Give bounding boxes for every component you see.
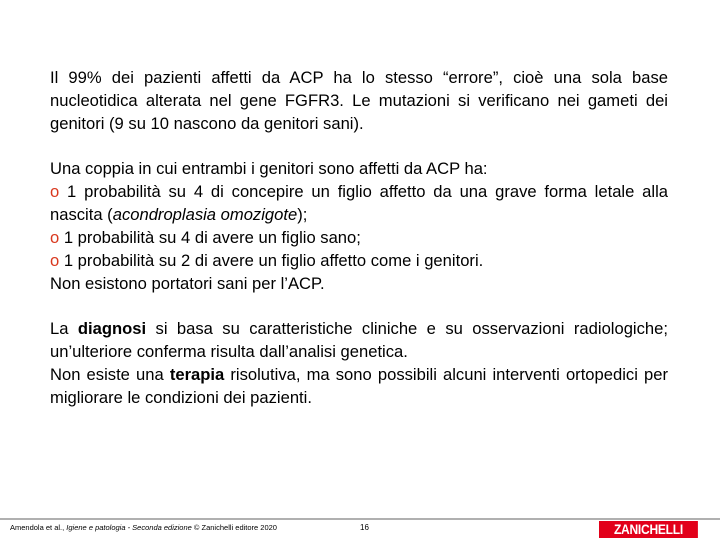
bullet-marker: o: [50, 228, 60, 247]
inheritance-conclusion: Non esistono portatori sani per l’ACP.: [50, 274, 325, 293]
list-item: [50, 226, 668, 249]
list-item-text: 1 probabilità su 4 di concepire un figlio affetto da una grave forma letale alla nascita (: [50, 182, 668, 224]
bold-term: terapia: [169, 365, 225, 384]
page-number: 16: [360, 523, 369, 532]
footer-divider: [0, 518, 720, 520]
footer-citation: [10, 523, 277, 533]
citation-publisher: © Zanichelli editore 2020: [191, 523, 277, 532]
list-item: [50, 249, 668, 272]
citation-authors: Amendola et al.,: [10, 523, 67, 532]
paragraph-inheritance: [50, 157, 668, 295]
text-run: si basa su caratteristiche cliniche e su osservazioni radiologiche; un’ulteriore conferma risulta dall’analisi genetica.: [50, 319, 668, 361]
list-item-text: 1 probabilità su 2 di avere un figlio affetto come i genitori.: [59, 251, 484, 270]
list-item-text: 1 probabilità su 4 di avere un figlio sano;: [59, 228, 361, 247]
paragraph-mutation: Il 99% dei pazienti affetti da ACP ha lo stesso “errore”, cioè una sola base nucleotidica alterata nel gene FGFR3. Le mutazioni si verificano nei gameti dei genitori (9 su 10 nascono da genitori sani).: [50, 68, 668, 133]
list-item: [50, 180, 668, 226]
paragraph-diagnosis: [50, 317, 668, 363]
spacer: [50, 295, 668, 317]
bullet-marker: o: [50, 251, 60, 270]
bold-term: diagnosi: [77, 319, 147, 338]
slide-body: [50, 66, 668, 409]
zanichelli-logo: ZANICHELLI: [599, 521, 698, 538]
text-run: risolutiva, ma sono possibili alcuni interventi ortopedici per migliorare le condizioni dei pazienti.: [50, 365, 668, 407]
paragraph-therapy: [50, 363, 668, 409]
spacer: [50, 135, 668, 157]
text-run: La: [50, 319, 78, 338]
citation-title: Igiene e patologia - Seconda edizione: [66, 523, 192, 532]
text-run: Non esiste una: [50, 365, 170, 384]
bullet-marker: o: [50, 182, 60, 201]
list-item-end: );: [297, 205, 308, 224]
inheritance-intro: Una coppia in cui entrambi i genitori sono affetti da ACP ha:: [50, 159, 488, 178]
italic-term: acondroplasia omozigote: [112, 205, 298, 224]
